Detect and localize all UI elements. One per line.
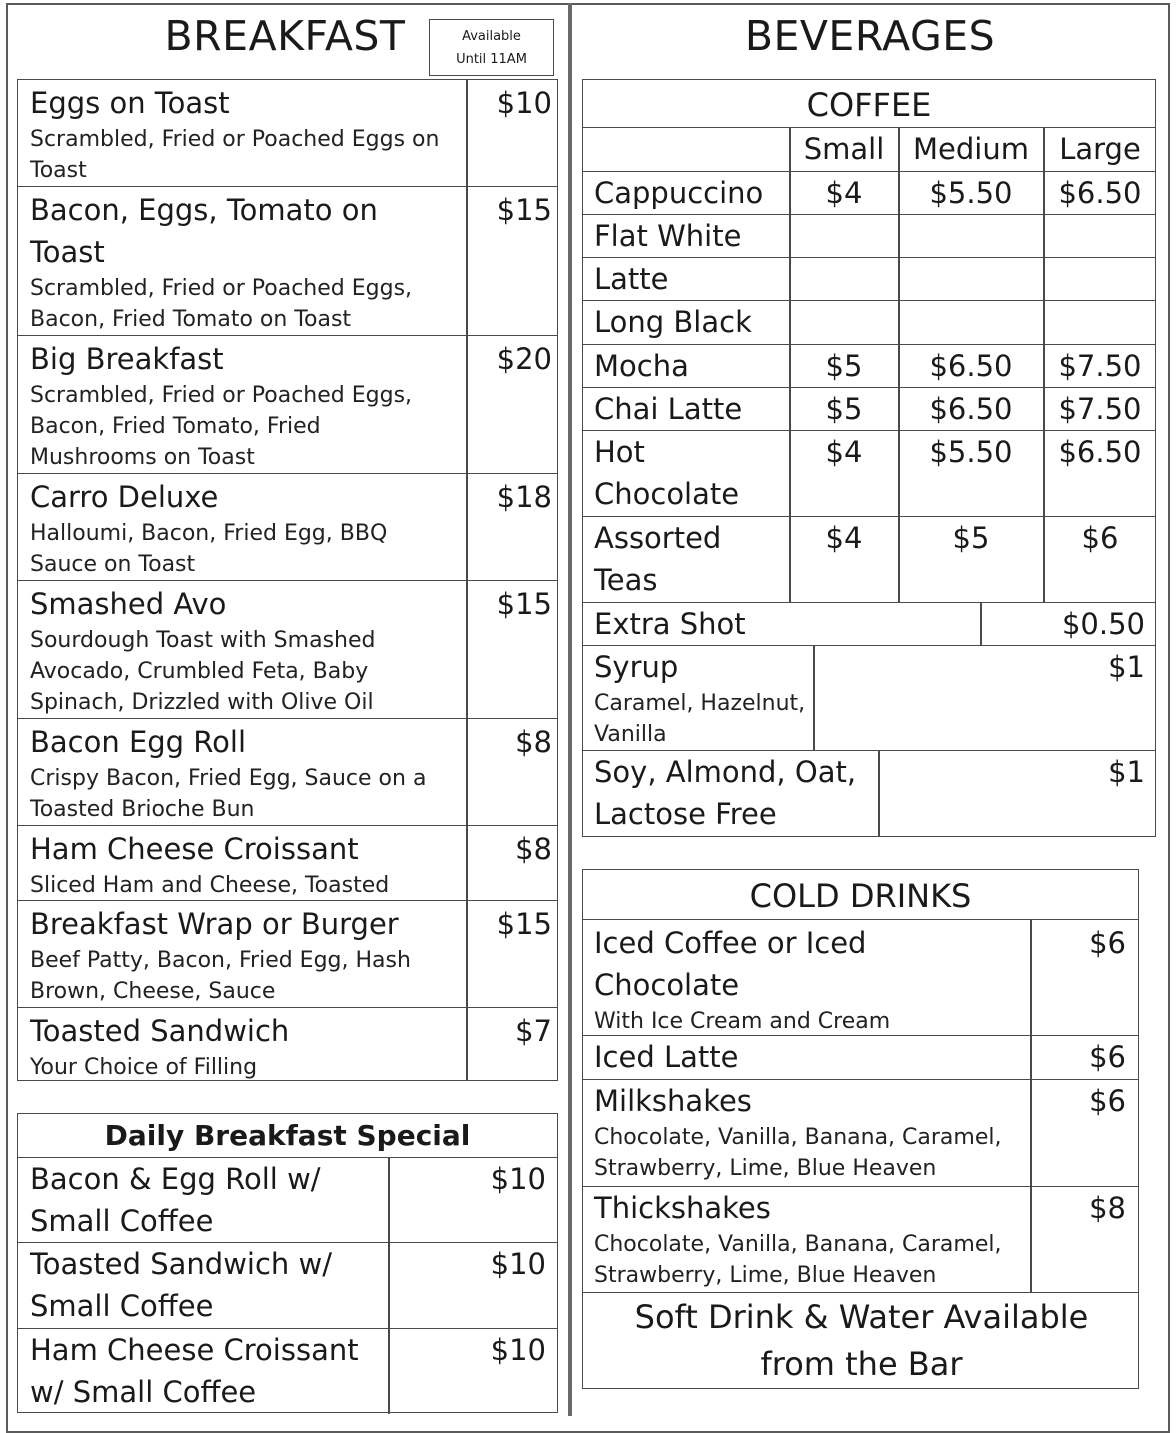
item-description: Beef Patty, Bacon, Fried Egg, Hash Brown, Cheese, Sauce xyxy=(30,948,411,1004)
coffee-price-medium: $5 xyxy=(952,521,990,555)
coffee-name: Long Black xyxy=(594,305,752,339)
item-price: $15 xyxy=(496,587,552,621)
special-title: Daily Breakfast Special xyxy=(18,1114,557,1158)
cold-item xyxy=(583,1036,1138,1080)
size-small-label: Small xyxy=(803,132,885,166)
cold-item-description: Chocolate, Vanilla, Banana, Caramel, Strawberry, Lime, Blue Heaven xyxy=(594,1125,1002,1181)
item-text xyxy=(30,82,455,186)
coffee-price-large: $6.50 xyxy=(1058,176,1142,210)
breakfast-item xyxy=(18,826,557,901)
coffee-price-small: $4 xyxy=(825,176,863,210)
breakfast-title: BREAKFAST xyxy=(164,12,406,60)
coffee-price-medium: $5.50 xyxy=(929,176,1013,210)
coffee-price-large: $6 xyxy=(1081,521,1119,555)
item-text xyxy=(30,338,430,473)
coffee-name: Flat White xyxy=(594,219,742,253)
cold-item-price: $6 xyxy=(1089,926,1126,960)
coffee-extra-row xyxy=(583,602,1155,646)
cold-item-name: Milkshakes xyxy=(594,1084,752,1118)
coffee-price-medium: $6.50 xyxy=(929,349,1013,383)
special-item-name: Bacon & Egg Roll w/ Small Coffee xyxy=(30,1162,321,1238)
coffee-title: COFFEE xyxy=(583,80,1155,128)
beverages-title: BEVERAGES xyxy=(744,12,996,60)
special-item-name: Toasted Sandwich w/ Small Coffee xyxy=(30,1247,333,1323)
extra-divider xyxy=(878,751,880,837)
extra-price: $1 xyxy=(1108,650,1145,684)
coffee-table xyxy=(582,79,1156,837)
breakfast-item xyxy=(18,187,557,336)
cold-item-text xyxy=(594,1187,1024,1291)
item-price: $7 xyxy=(515,1014,552,1048)
coffee-extra-row xyxy=(583,646,1155,751)
item-description: Sliced Ham and Cheese, Toasted xyxy=(30,873,390,898)
coffee-row xyxy=(583,258,1155,301)
availability-line-2: Until 11AM xyxy=(456,52,527,67)
cold-drinks-title: COLD DRINKS xyxy=(583,870,1138,920)
item-price: $10 xyxy=(496,86,552,120)
item-text xyxy=(30,583,450,718)
item-price: $8 xyxy=(515,832,552,866)
special-item xyxy=(18,1329,557,1414)
cold-drinks-footer: Soft Drink & Water Available from the Bar xyxy=(634,1298,1089,1383)
coffee-rows xyxy=(583,172,1155,602)
item-text xyxy=(30,476,430,580)
coffee-row xyxy=(583,215,1155,258)
item-description: Your Choice of Filling xyxy=(30,1055,258,1080)
availability-line-1: Available xyxy=(462,29,521,44)
coffee-name: Assorted Teas xyxy=(594,521,722,597)
item-name: Eggs on Toast xyxy=(30,86,230,120)
cold-item-price: $6 xyxy=(1089,1040,1126,1074)
special-table xyxy=(17,1113,558,1413)
item-description: Scrambled, Fried or Poached Eggs, Bacon, Fried Tomato on Toast xyxy=(30,276,413,332)
coffee-name: Latte xyxy=(594,262,669,296)
breakfast-item xyxy=(18,581,557,719)
cold-item-description: Chocolate, Vanilla, Banana, Caramel, Strawberry, Lime, Blue Heaven xyxy=(594,1232,1002,1288)
extra-name: Syrup xyxy=(594,650,679,684)
cold-item xyxy=(583,1187,1138,1293)
item-description: Scrambled, Fried or Poached Eggs, Bacon, Fried Tomato, Fried Mushrooms on Toast xyxy=(30,383,413,470)
item-price: $15 xyxy=(496,193,552,227)
coffee-name: Hot Chocolate xyxy=(594,435,740,511)
item-name: Big Breakfast xyxy=(30,342,224,376)
coffee-row xyxy=(583,517,1155,602)
coffee-price-small: $5 xyxy=(825,349,863,383)
coffee-name: Cappuccino xyxy=(594,176,764,210)
coffee-row xyxy=(583,172,1155,215)
cold-item-text xyxy=(594,922,894,1037)
special-item-price: $10 xyxy=(490,1333,546,1367)
cold-item-description: With Ice Cream and Cream xyxy=(594,1009,891,1034)
item-price: $18 xyxy=(496,480,552,514)
column-divider xyxy=(568,3,572,1416)
coffee-row xyxy=(583,388,1155,431)
item-name: Ham Cheese Croissant xyxy=(30,832,359,866)
extra-name: Extra Shot xyxy=(594,607,746,641)
extra-price: $1 xyxy=(1108,755,1145,789)
item-description: Crispy Bacon, Fried Egg, Sauce on a Toasted Brioche Bun xyxy=(30,766,427,822)
breakfast-item xyxy=(18,474,557,581)
item-text xyxy=(30,721,455,825)
cold-item-text xyxy=(594,1080,1024,1184)
coffee-price-small: $4 xyxy=(825,435,863,469)
coffee-size-header xyxy=(583,128,1155,172)
special-item xyxy=(18,1158,557,1243)
item-description: Sourdough Toast with Smashed Avocado, Crumbled Feta, Baby Spinach, Drizzled with Olive Oil xyxy=(30,628,376,715)
item-price: $20 xyxy=(496,342,552,376)
special-item-price: $10 xyxy=(490,1162,546,1196)
item-text xyxy=(30,189,420,335)
breakfast-item xyxy=(18,80,557,187)
cold-item-name: Iced Latte xyxy=(594,1040,739,1074)
item-description: Halloumi, Bacon, Fried Egg, BBQ Sauce on Toast xyxy=(30,521,388,577)
item-name: Bacon, Eggs, Tomato on Toast xyxy=(30,193,378,269)
coffee-price-medium: $5.50 xyxy=(929,435,1013,469)
extra-divider xyxy=(980,603,982,645)
item-name: Toasted Sandwich xyxy=(30,1014,290,1048)
coffee-row xyxy=(583,345,1155,388)
cold-item xyxy=(583,1080,1138,1187)
size-medium-label: Medium xyxy=(913,132,1029,166)
special-item xyxy=(18,1243,557,1329)
cold-item-price: $6 xyxy=(1089,1084,1126,1118)
extra-name: Soy, Almond, Oat, Lactose Free xyxy=(594,755,857,831)
item-text xyxy=(30,1010,460,1083)
item-text xyxy=(30,828,460,901)
item-name: Carro Deluxe xyxy=(30,480,219,514)
availability-badge xyxy=(429,19,554,76)
breakfast-item xyxy=(18,719,557,826)
item-name: Bacon Egg Roll xyxy=(30,725,247,759)
coffee-extra-row xyxy=(583,751,1155,837)
extra-divider xyxy=(813,646,815,750)
coffee-name: Mocha xyxy=(594,349,689,383)
size-large-label: Large xyxy=(1059,132,1141,166)
cold-item-price: $8 xyxy=(1089,1191,1126,1225)
item-price: $15 xyxy=(496,907,552,941)
breakfast-item xyxy=(18,901,557,1008)
breakfast-item xyxy=(18,1008,557,1082)
extra-price: $0.50 xyxy=(1061,607,1145,641)
coffee-name: Chai Latte xyxy=(594,392,743,426)
special-item-name: Ham Cheese Croissant w/ Small Coffee xyxy=(30,1333,359,1409)
item-description: Scrambled, Fried or Poached Eggs on Toast xyxy=(30,127,440,183)
item-name: Smashed Avo xyxy=(30,587,227,621)
coffee-price-large: $7.50 xyxy=(1058,349,1142,383)
cold-item-name: Iced Coffee or Iced Chocolate xyxy=(594,926,867,1002)
coffee-row xyxy=(583,431,1155,517)
special-item-price: $10 xyxy=(490,1247,546,1281)
item-name: Breakfast Wrap or Burger xyxy=(30,907,399,941)
coffee-price-large: $7.50 xyxy=(1058,392,1142,426)
item-price: $8 xyxy=(515,725,552,759)
extra-text xyxy=(594,646,809,750)
coffee-price-large: $6.50 xyxy=(1058,435,1142,469)
breakfast-table xyxy=(17,79,558,1081)
breakfast-item xyxy=(18,336,557,474)
extra-description: Caramel, Hazelnut, Vanilla xyxy=(594,691,806,747)
coffee-row xyxy=(583,301,1155,345)
coffee-price-small: $4 xyxy=(825,521,863,555)
item-text xyxy=(30,903,455,1007)
coffee-price-small: $5 xyxy=(825,392,863,426)
coffee-price-medium: $6.50 xyxy=(929,392,1013,426)
cold-drinks-table xyxy=(582,869,1139,1389)
cold-item xyxy=(583,920,1138,1036)
cold-item-name: Thickshakes xyxy=(594,1191,771,1225)
